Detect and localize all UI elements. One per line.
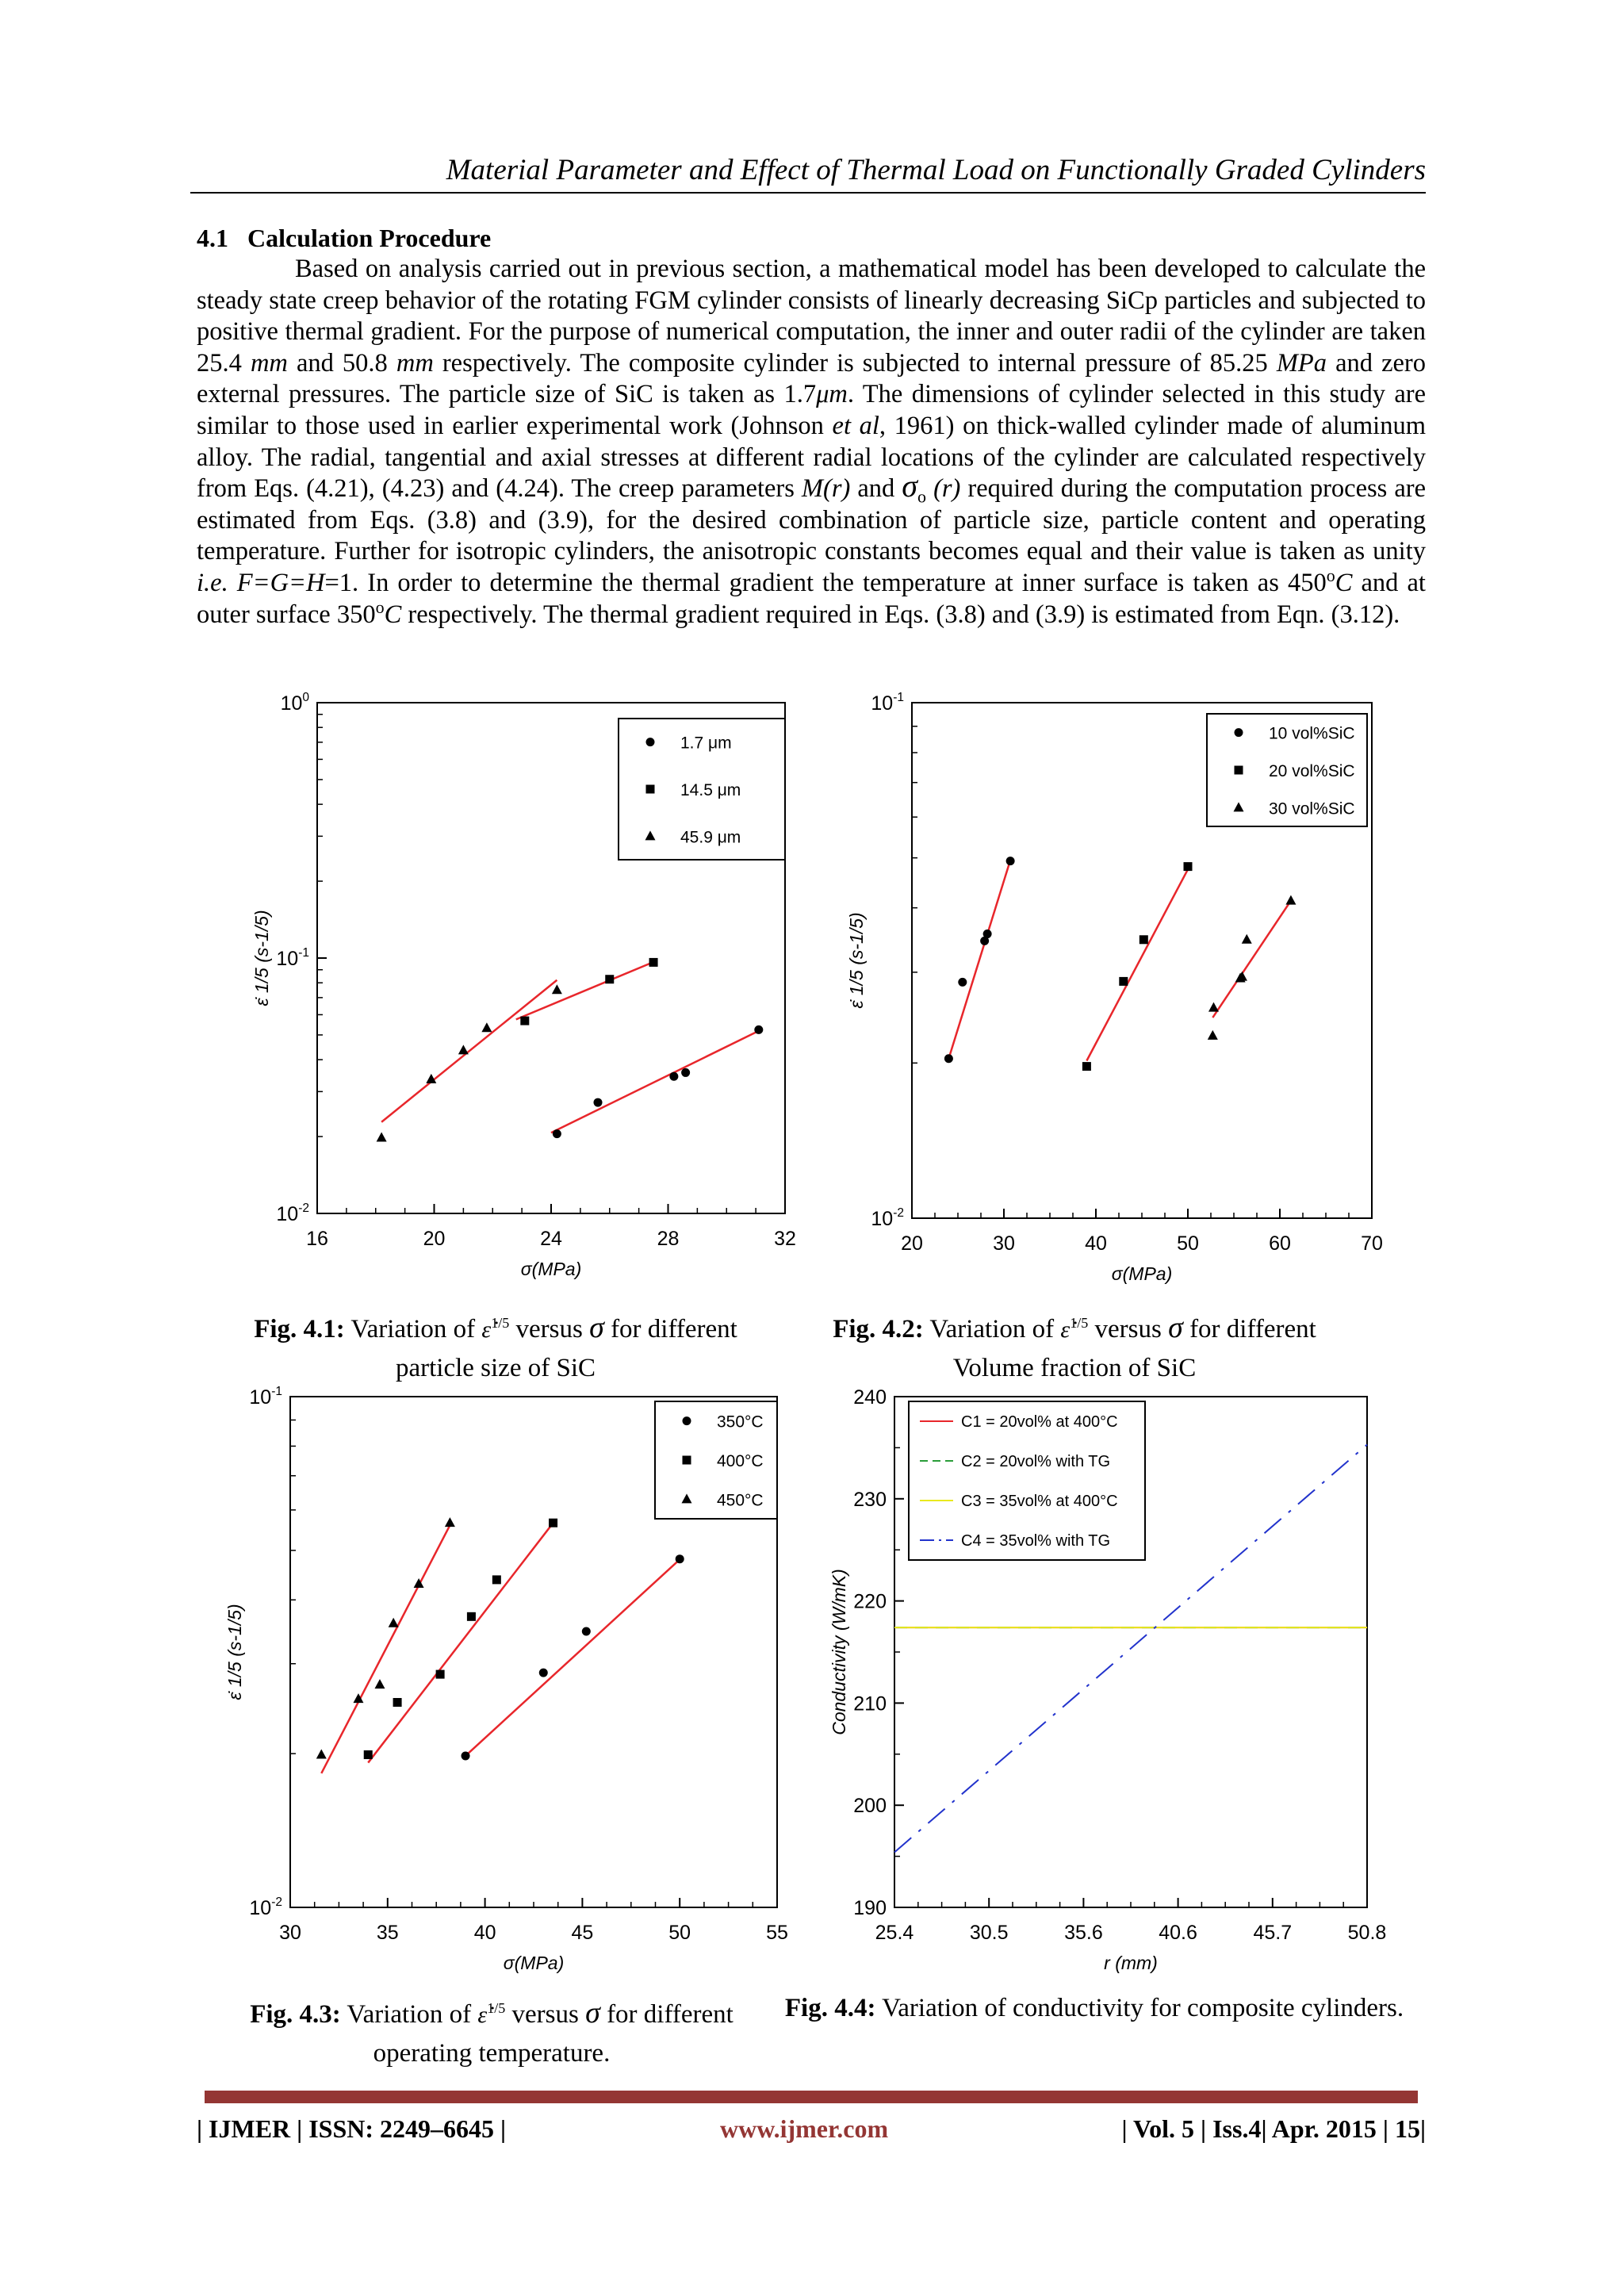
fit-line <box>381 980 557 1122</box>
data-point <box>1208 1002 1219 1012</box>
data-point <box>492 1575 501 1584</box>
x-axis-title: r (mm) <box>1104 1953 1158 1973</box>
series-2 <box>316 1517 455 1773</box>
fit-line <box>368 1523 553 1762</box>
y-axis-title: ε̇ 1/5 (s-1/5) <box>846 912 867 1009</box>
legend-marker <box>683 1456 691 1465</box>
legend-label: 450°C <box>717 1491 764 1510</box>
data-point <box>944 1054 953 1063</box>
x-tick-label: 24 <box>540 1228 562 1250</box>
tick-label: $10^{-2}$ <box>871 1205 904 1230</box>
legend-label: 30 vol%SiC <box>1269 799 1355 818</box>
data-point <box>458 1045 469 1054</box>
legend <box>1207 714 1367 826</box>
legend-label: C4 = 35vol% with TG <box>961 1532 1111 1550</box>
data-point <box>1119 977 1128 986</box>
body-paragraph <box>197 254 1426 631</box>
x-tick-label: 30 <box>279 1922 301 1944</box>
data-point <box>1285 895 1296 905</box>
data-point <box>445 1517 455 1527</box>
data-point <box>1082 1062 1091 1071</box>
data-point <box>594 1098 603 1107</box>
section-title: Calculation Procedure <box>247 224 492 252</box>
series-0 <box>551 1025 763 1138</box>
fit-line <box>1086 869 1188 1060</box>
x-tick-label: 20 <box>901 1232 923 1255</box>
data-point <box>553 1129 561 1138</box>
tick-label: $10^{-2}$ <box>249 1895 282 1919</box>
section-heading <box>197 222 491 254</box>
series-0 <box>462 1554 684 1760</box>
legend-label: 400°C <box>717 1452 764 1470</box>
legend-label: 10 vol%SiC <box>1269 724 1355 743</box>
x-axis-title: σ(MPa) <box>520 1259 582 1279</box>
data-point <box>958 978 967 987</box>
x-tick-label: 16 <box>306 1228 328 1250</box>
data-point <box>374 1679 385 1688</box>
footer-band <box>205 2091 1418 2103</box>
legend-label: C3 = 35vol% at 400°C <box>961 1493 1118 1510</box>
legend-label: 350°C <box>717 1412 764 1432</box>
caption-fig-4-2: Fig. 4.2: Variation of ε̇$^{1/5}$ versus σ for different Volume fraction of SiC <box>833 1311 1316 1382</box>
y-axis-title: ε̇ 1/5 (s-1/5) <box>251 910 272 1006</box>
tick-label: 210 <box>853 1692 887 1715</box>
tick-label: 240 <box>853 1386 887 1409</box>
tick-label: $10^{-2}$ <box>276 1201 309 1225</box>
caption-fig-4-4: Fig. 4.4: Variation of conductivity for composite cylinders. <box>784 1994 1404 2022</box>
tick-label: 220 <box>853 1590 887 1613</box>
data-point <box>377 1132 387 1141</box>
x-tick-label: 30 <box>993 1232 1015 1255</box>
x-tick-label: 60 <box>1269 1232 1291 1255</box>
footer-volume-info: | Vol. 5 | Iss.4| Apr. 2015 | 15| <box>1121 2114 1426 2143</box>
series-1 <box>364 1519 557 1763</box>
footer-journal-info: | IJMER | ISSN: 2249–6645 | <box>197 2114 507 2143</box>
data-point <box>605 975 614 983</box>
header-rule <box>190 192 1426 194</box>
caption-fig-4-1: Fig. 4.1: Variation of ε̇$^{1/5}$ versus σ for different particle size of SiC <box>254 1311 737 1382</box>
legend-label: 14.5 μm <box>680 781 741 799</box>
x-tick-label: 35.6 <box>1064 1922 1103 1944</box>
legend-marker <box>683 1416 691 1425</box>
data-point <box>1184 862 1193 871</box>
caption-fig-4-3: Fig. 4.3: Variation of ε̇$^{1/5}$ versus σ for different operating temperature. <box>250 1996 733 2068</box>
paragraph-text: Based on analysis carried out in previous section, a mathematical model has been developed to calculate the steady state creep behavior of the rotating FGM cylinder consists of linearly decreasing SiCp particles and subjected to positive thermal gradient. For the purpose of numerical computation, the inner and outer radii of the cylinder are taken 25.4 mm and 50.8 mm respectively. The composite cylinder is subjected to internal pressure of 85.25 MPa and zero external pressures. The particle size of SiC is taken as 1.7μm. The dimensions of cylinder selected in this study are similar to those used in earlier experimental work (Johnson et al, 1961) on thick-walled cylinder made of aluminum alloy. The radial, tangential and axial stresses at different radial locations of the cylinder are calculated respectively from Eqs. (4.21), (4.23) and (4.24). The creep parameters M(r) and $\sigma_o$ (r) required during the computation process are estimated from Eqs. (3.8) and (3.9), for the desired combination of particle size, particle content and operating temperature. Further for isotropic cylinders, the anisotropic constants becomes equal and their value is taken as unity i.e. F=G=H=1. In order to determine the thermal gradient the temperature at inner surface is taken as 450$^o$C and at outer surface 350$^o$C respectively. The thermal gradient required in Eqs. (3.8) and (3.9) is estimated from Eqn. (3.12). <box>197 255 1426 629</box>
legend-label: 20 vol%SiC <box>1269 762 1355 780</box>
data-point <box>462 1751 470 1760</box>
data-point <box>467 1612 476 1621</box>
fit-line <box>516 962 653 1019</box>
x-tick-label: 55 <box>766 1922 788 1944</box>
legend <box>909 1401 1145 1560</box>
x-tick-label: 50 <box>668 1922 691 1944</box>
x-axis-title: σ(MPa) <box>1111 1263 1173 1284</box>
data-point <box>754 1025 763 1034</box>
x-tick-label: 35 <box>376 1922 399 1944</box>
footer-website-link[interactable]: www.ijmer.com <box>720 2114 889 2143</box>
tick-label: 230 <box>853 1488 887 1511</box>
data-point <box>481 1022 492 1032</box>
data-point <box>436 1670 445 1679</box>
data-point <box>676 1554 684 1563</box>
data-point <box>549 1519 557 1527</box>
x-tick-label: 50.8 <box>1347 1922 1387 1944</box>
chart-fig-4-2 <box>841 690 1396 1301</box>
legend-label: C1 = 20vol% at 400°C <box>961 1413 1118 1431</box>
legend-marker <box>1235 766 1243 775</box>
x-tick-label: 25.4 <box>875 1922 914 1944</box>
tick-label: $10^0$ <box>280 690 309 715</box>
fit-line <box>551 1033 756 1133</box>
data-point <box>1139 935 1148 944</box>
legend-marker <box>646 785 655 794</box>
fit-line <box>1212 901 1291 1018</box>
data-point <box>316 1750 327 1759</box>
x-tick-label: 40 <box>473 1922 496 1944</box>
data-point <box>1242 934 1252 944</box>
y-axis-title: ε̇ 1/5 (s-1/5) <box>224 1604 245 1700</box>
data-point <box>552 984 562 994</box>
data-point <box>1208 1030 1218 1040</box>
series-1 <box>1082 862 1193 1071</box>
fit-line <box>465 1559 680 1756</box>
fit-line <box>321 1525 450 1773</box>
tick-label: $10^{-1}$ <box>249 1384 282 1409</box>
data-point <box>393 1698 402 1707</box>
legend-label: 1.7 μm <box>680 734 732 753</box>
x-tick-label: 45 <box>571 1922 594 1944</box>
chart-fig-4-3 <box>224 1384 801 1995</box>
running-head: Material Parameter and Effect of Thermal Load on Functionally Graded Cylinders <box>446 154 1426 186</box>
x-axis-title: σ(MPa) <box>503 1953 565 1973</box>
tick-label: $10^{-1}$ <box>871 690 904 715</box>
legend <box>619 719 785 860</box>
x-tick-label: 40.6 <box>1159 1922 1197 1944</box>
data-point <box>539 1669 548 1677</box>
data-point <box>1006 857 1015 865</box>
x-tick-label: 32 <box>774 1228 796 1250</box>
legend-marker <box>646 738 655 746</box>
x-tick-label: 30.5 <box>969 1922 1009 1944</box>
series-2 <box>377 980 562 1142</box>
data-point <box>681 1068 690 1077</box>
legend-label: C2 = 20vol% with TG <box>961 1453 1111 1470</box>
data-point <box>649 958 658 967</box>
x-tick-label: 70 <box>1361 1232 1383 1255</box>
data-point <box>669 1072 678 1081</box>
data-point <box>389 1618 399 1627</box>
data-point <box>983 930 992 938</box>
section-number: 4.1 <box>197 224 228 252</box>
legend-marker <box>1235 728 1243 737</box>
tick-label: 190 <box>853 1897 887 1919</box>
series-1 <box>516 958 658 1025</box>
x-tick-label: 20 <box>423 1228 446 1250</box>
legend-label: 45.9 μm <box>680 828 741 847</box>
series-2 <box>1208 895 1297 1040</box>
data-point <box>520 1017 529 1025</box>
series-0 <box>944 857 1015 1063</box>
x-tick-label: 28 <box>657 1228 680 1250</box>
legend <box>655 1401 777 1519</box>
y-axis-title: Conductivity (W/mK) <box>829 1569 849 1735</box>
sigma-symbol: σ <box>902 468 918 504</box>
x-tick-label: 40 <box>1085 1232 1107 1255</box>
chart-fig-4-4 <box>825 1384 1396 1995</box>
data-point <box>582 1627 591 1636</box>
data-point <box>1237 972 1247 981</box>
tick-label: 200 <box>853 1795 887 1818</box>
x-tick-label: 45.7 <box>1253 1922 1293 1944</box>
chart-fig-4-1 <box>238 690 809 1301</box>
x-tick-label: 50 <box>1177 1232 1199 1255</box>
data-point <box>364 1750 373 1759</box>
fit-line <box>948 861 1010 1059</box>
tick-label: $10^{-1}$ <box>276 945 309 970</box>
